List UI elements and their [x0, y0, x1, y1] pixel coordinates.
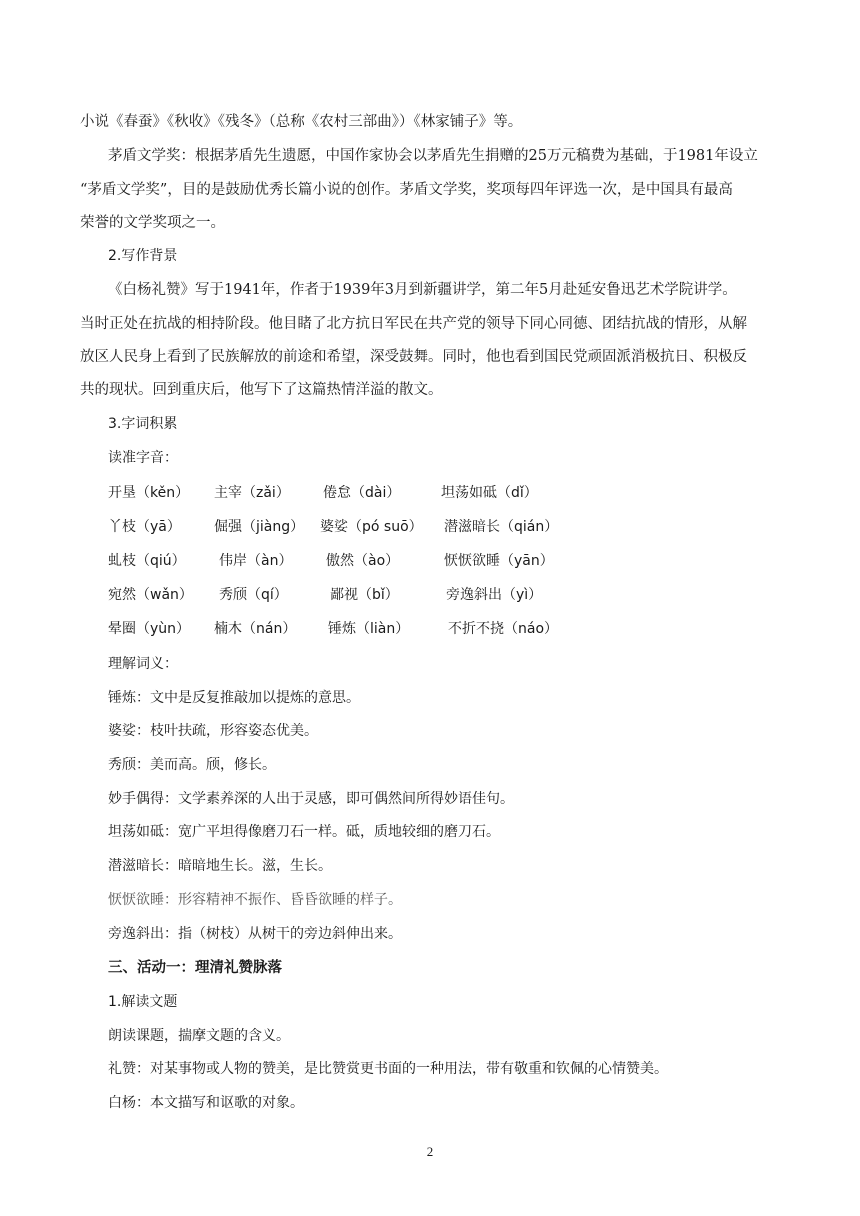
pronunciation-item: 开垦（kěn） [108, 485, 190, 501]
page-number: 2 [426, 1144, 434, 1159]
text-line: 放区人民身上看到了民族解放的前途和希望，深受鼓舞。同时，他也看到国民党顽固派消极抗日、积极反 [80, 349, 747, 365]
pronunciation-item: 锤炼（liàn） [328, 621, 410, 637]
text-line: 小说《春蚕》《秋收》《残冬》（总称《农村三部曲》）《林家铺子》等。 [80, 114, 523, 130]
text-line: 朗读课题，揣摩文题的含义。 [108, 1028, 290, 1044]
definition-line: 恹恹欲睡：形容精神不振作、昏昏欲睡的样子。 [108, 892, 402, 908]
pronunciation-item: 不折不挠（náo） [448, 621, 559, 637]
pronunciation-item: 丫枝（yā） [108, 519, 181, 535]
pronunciation-item: 虬枝（qiú） [108, 553, 186, 569]
text-line: 当时正处在抗战的相持阶段。他目睹了北方抗日军民在共产党的领导下同心同德、团结抗战的情形，从解 [80, 316, 747, 332]
text-line: 荣誉的文学奖项之一。 [80, 215, 225, 231]
text-line: 共的现状。回到重庆后，他写下了这篇热情洋溢的散文。 [80, 382, 443, 398]
section-heading: 3.字词积累 [108, 416, 178, 432]
pronunciation-item: 鄙视（bǐ） [330, 587, 399, 603]
pronunciation-item: 主宰（zǎi） [214, 485, 290, 501]
text-line: 理解词义： [108, 656, 178, 672]
text-line: 白杨：本文描写和讴歌的对象。 [108, 1095, 304, 1111]
pronunciation-item: 恹恹欲睡（yān） [444, 553, 554, 569]
pronunciation-item: 倔强（jiàng） [214, 519, 305, 535]
definition-line: 婆娑：枝叶扶疏，形容姿态优美。 [108, 723, 318, 739]
text-line: 《白杨礼赞》写于1941年，作者于1939年3月到新疆讲学，第二年5月赴延安鲁迅艺术学院讲学。 [108, 282, 737, 298]
pronunciation-item: 倦怠（dài） [323, 485, 401, 501]
section-title: 三、活动一：理清礼赞脉落 [108, 960, 282, 976]
pronunciation-item: 傲然（ào） [326, 553, 400, 569]
text-line: 读准字音： [108, 450, 178, 466]
definition-line: 旁逸斜出：指（树枝）从树干的旁边斜伸出来。 [108, 926, 402, 942]
pronunciation-item: 坦荡如砥（dǐ） [441, 485, 538, 501]
definition-line: 潜滋暗长：暗暗地生长。滋，生长。 [108, 858, 332, 874]
pronunciation-item: 楠木（nán） [214, 621, 297, 637]
text-line: 礼赞：对某事物或人物的赞美，是比赞赏更书面的一种用法，带有敬重和钦佩的心情赞美。 [108, 1061, 668, 1077]
text-line: “茅盾文学奖”，目的是鼓励优秀长篇小说的创作。茅盾文学奖，奖项每四年评选一次，是中国具有最高 [80, 182, 733, 198]
section-heading: 1.解读文题 [108, 994, 178, 1010]
section-heading: 2.写作背景 [108, 248, 178, 264]
pronunciation-item: 秀颀（qí） [219, 587, 288, 603]
pronunciation-item: 婆娑（pó suō） [320, 519, 423, 535]
pronunciation-item: 旁逸斜出（yì） [446, 587, 543, 603]
definition-line: 秀颀：美而高。颀，修长。 [108, 757, 276, 773]
definition-line: 锤炼：文中是反复推敲加以提炼的意思。 [108, 690, 360, 706]
definition-line: 坦荡如砥：宽广平坦得像磨刀石一样。砥，质地较细的磨刀石。 [108, 824, 500, 840]
pronunciation-item: 宛然（wǎn） [108, 587, 193, 603]
pronunciation-item: 晕圈（yùn） [108, 621, 191, 637]
pronunciation-item: 潜滋暗长（qián） [444, 519, 559, 535]
definition-line: 妙手偶得：文学素养深的人出于灵感，即可偶然间所得妙语佳句。 [108, 791, 514, 807]
text-line: 茅盾文学奖：根据茅盾先生遗愿，中国作家协会以茅盾先生捐赠的25万元稿费为基础，于1981年设立 [108, 148, 758, 164]
pronunciation-item: 伟岸（àn） [219, 553, 293, 569]
